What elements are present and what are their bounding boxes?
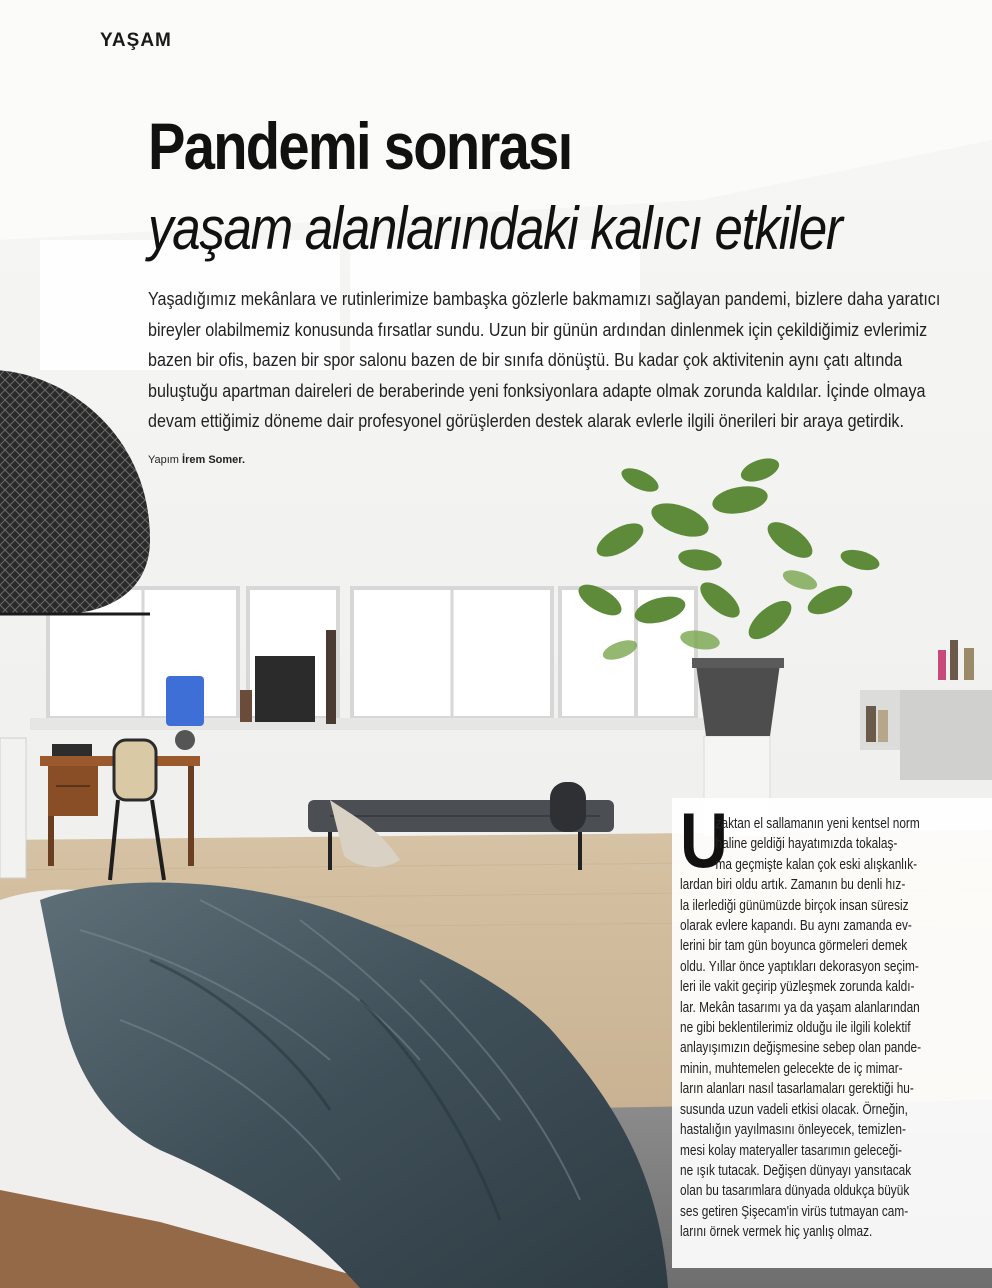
body-line: ma geçmişte kalan çok eski alışkanlık- xyxy=(715,855,918,873)
intro-line: buluştuğu apartman daireleri de beraberinde yeni fonksiyonlara adapte olmak zorunda kaldılar. İçinde olmaya xyxy=(148,379,926,401)
body-line: minin, muhtemelen gelecekte de iç mimar- xyxy=(680,1059,903,1077)
body-line: ne ışık tutacak. Değişen dünyayı yansıtacak xyxy=(680,1161,912,1179)
body-line: olan bu tasarımlara dünyada oldukça büyük xyxy=(680,1182,910,1200)
body-line: lerini bir tam gün boyunca görmeleri demek xyxy=(680,937,908,955)
body-line: larını örnek vermek hiç yanlış olmaz. xyxy=(680,1223,873,1241)
production-credit xyxy=(148,454,245,466)
body-line: lar. Mekân tasarımı ya da yaşam alanlarından xyxy=(680,998,920,1016)
body-line: leri ile vakit geçirip yüzleşmek zorunda kaldı- xyxy=(680,978,915,996)
credit-label: Yapım xyxy=(148,454,179,466)
body-line: oldu. Yıllar önce yaptıkları dekorasyon seçim- xyxy=(680,957,919,975)
body-line: haline geldiği hayatımızda tokalaş- xyxy=(715,835,898,853)
body-line: lardan biri oldu artık. Zamanın bu denli hız- xyxy=(680,876,906,894)
credit-name: İrem Somer. xyxy=(182,454,246,466)
intro-line: bazen bir ofis, bazen bir spor salonu bazen de bir sınıfa dönüştü. Bu kadar çok aktivitenin aynı çatı altında xyxy=(148,349,903,370)
drop-cap: U xyxy=(680,796,728,884)
body-line: ses getiren Şişecam'in virüs tutmayan cam- xyxy=(680,1202,909,1220)
article-headline: Pandemi sonrası xyxy=(148,109,572,183)
body-line: susunda uzun vadeli etkisi olacak. Örneğin, xyxy=(680,1100,908,1118)
body-line: ların alanları nasıl tasarlamaları gerektiği hu- xyxy=(680,1080,914,1098)
body-line: hastalığın yayılmasını önleyecek, temizlen- xyxy=(680,1121,906,1139)
intro-line: devam ettiğimiz döneme dair profesyonel görüşlerden destek alarak evlerle ilgili önerileri bir araya getirdik. xyxy=(148,410,904,431)
body-line: ne gibi beklentilerimiz olduğu ile ilgili kolektif xyxy=(680,1019,911,1037)
body-line: anlayışımızın değişmesine sebep olan pande- xyxy=(680,1039,922,1057)
intro-line: Yaşadığımız mekânlara ve rutinlerimize bambaşka gözlerle bakmamızı sağlayan pandemi, bizlere daha yaratıcı xyxy=(148,288,941,309)
body-line: olarak evlere kapandı. Bu aynı zamanda ev- xyxy=(680,917,912,935)
article-intro xyxy=(148,284,975,437)
intro-line: bireyler olabilmemiz konusunda fırsatlar sundu. Uzun bir günün ardından dinlenmek için çekildiğimiz evlerimiz xyxy=(148,318,928,340)
body-line: mesi kolay materyaller tasarımın geleceği- xyxy=(680,1141,902,1159)
body-line: la ilerlediği günümüzde birçok insan süresiz xyxy=(680,896,909,914)
body-line: zaktan el sallamanın yeni kentsel norm xyxy=(715,815,920,832)
section-label: YAŞAM xyxy=(100,30,172,51)
article-subheadline: yaşam alanlarındaki kalıcı etkiler xyxy=(148,195,842,262)
article-body xyxy=(680,814,988,1243)
